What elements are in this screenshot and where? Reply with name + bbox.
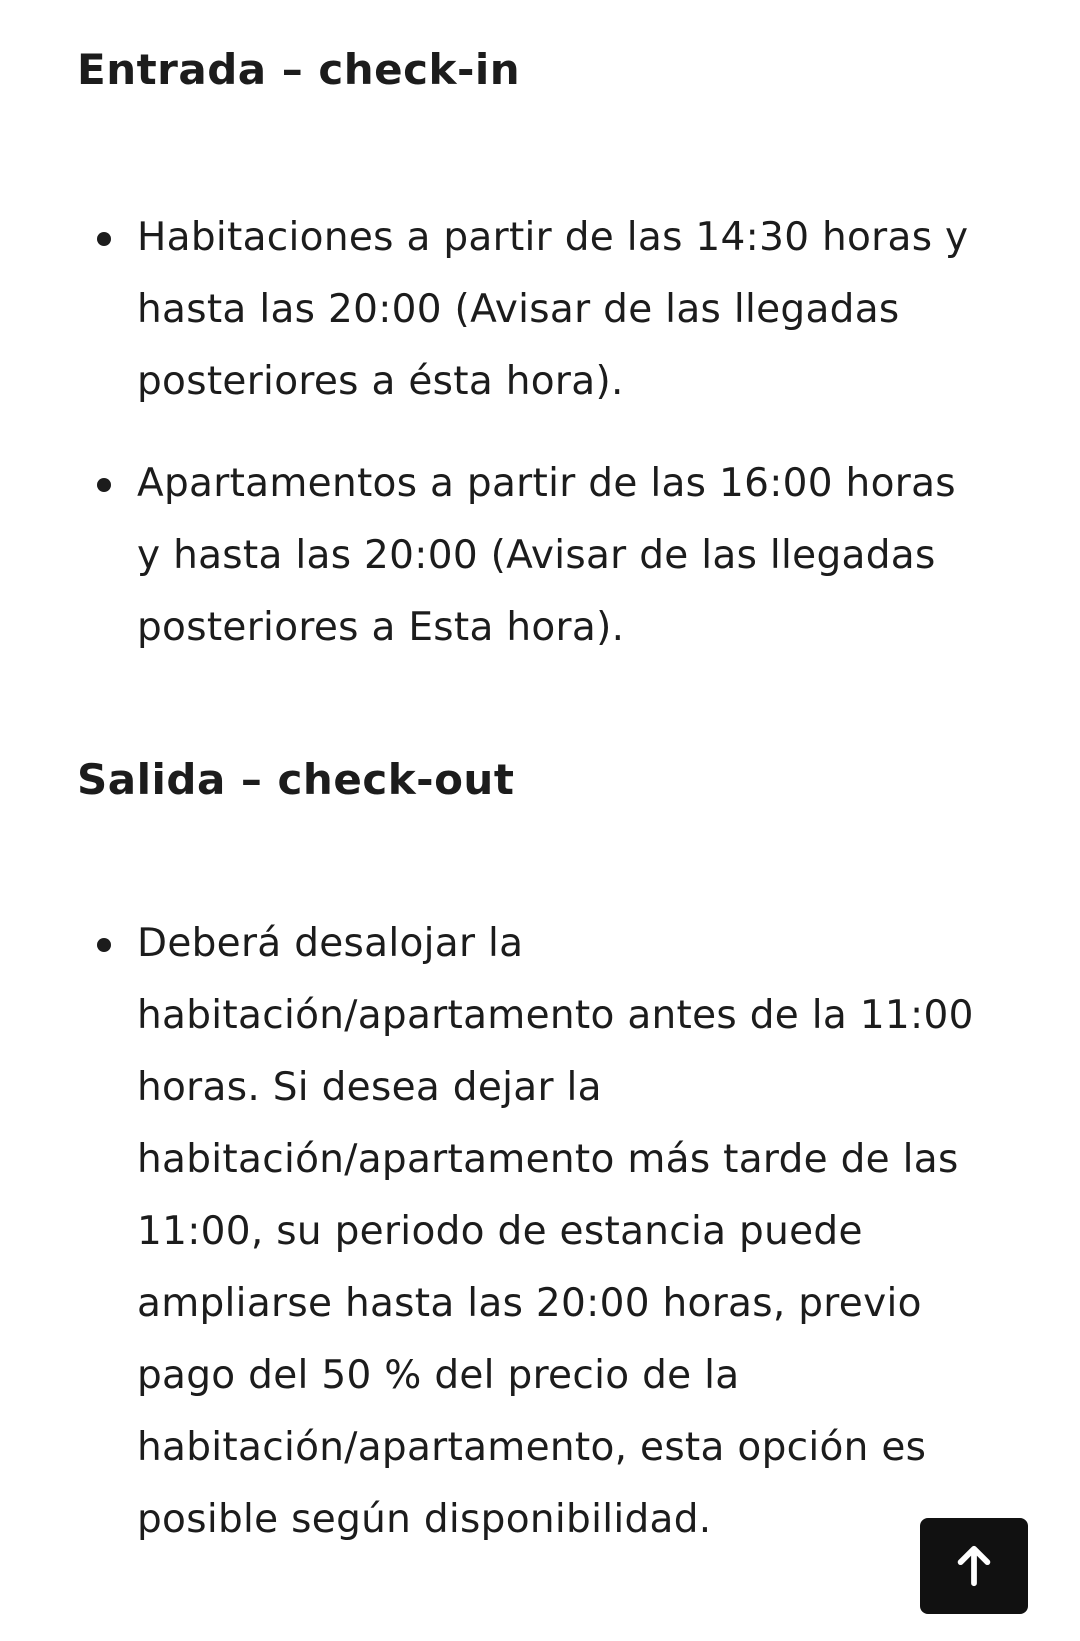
list-item xyxy=(0,202,1080,418)
bullet-icon xyxy=(97,478,111,492)
back-to-top-button[interactable] xyxy=(920,1518,1028,1614)
list-item-text: Apartamentos a partir de las 16:00 horas y hasta las 20:00 (Avisar de las llegadas posteriores a Esta hora). xyxy=(137,461,956,650)
checkout-heading: Salida – check-out xyxy=(77,755,515,804)
arrow-up-icon xyxy=(951,1543,997,1589)
list-item xyxy=(0,448,1080,664)
checkout-list xyxy=(0,908,1080,1586)
list-item xyxy=(0,908,1080,1556)
list-item-text: Habitaciones a partir de las 14:30 horas y hasta las 20:00 (Avisar de las llegadas posteriores a ésta hora). xyxy=(137,215,969,404)
checkin-heading: Entrada – check-in xyxy=(77,45,521,94)
list-item-text: Deberá desalojar la habitación/apartamento antes de la 11:00 horas. Si desea dejar la habitación/apartamento más tarde de las 11:00, su periodo de estancia puede ampliarse hasta las 20:00 horas, previo pago del 50 % del precio de la habitación/apartamento, esta opción es posible según disponibilidad. xyxy=(137,921,974,1542)
bullet-icon xyxy=(97,938,111,952)
bullet-icon xyxy=(97,232,111,246)
checkin-list xyxy=(0,202,1080,694)
